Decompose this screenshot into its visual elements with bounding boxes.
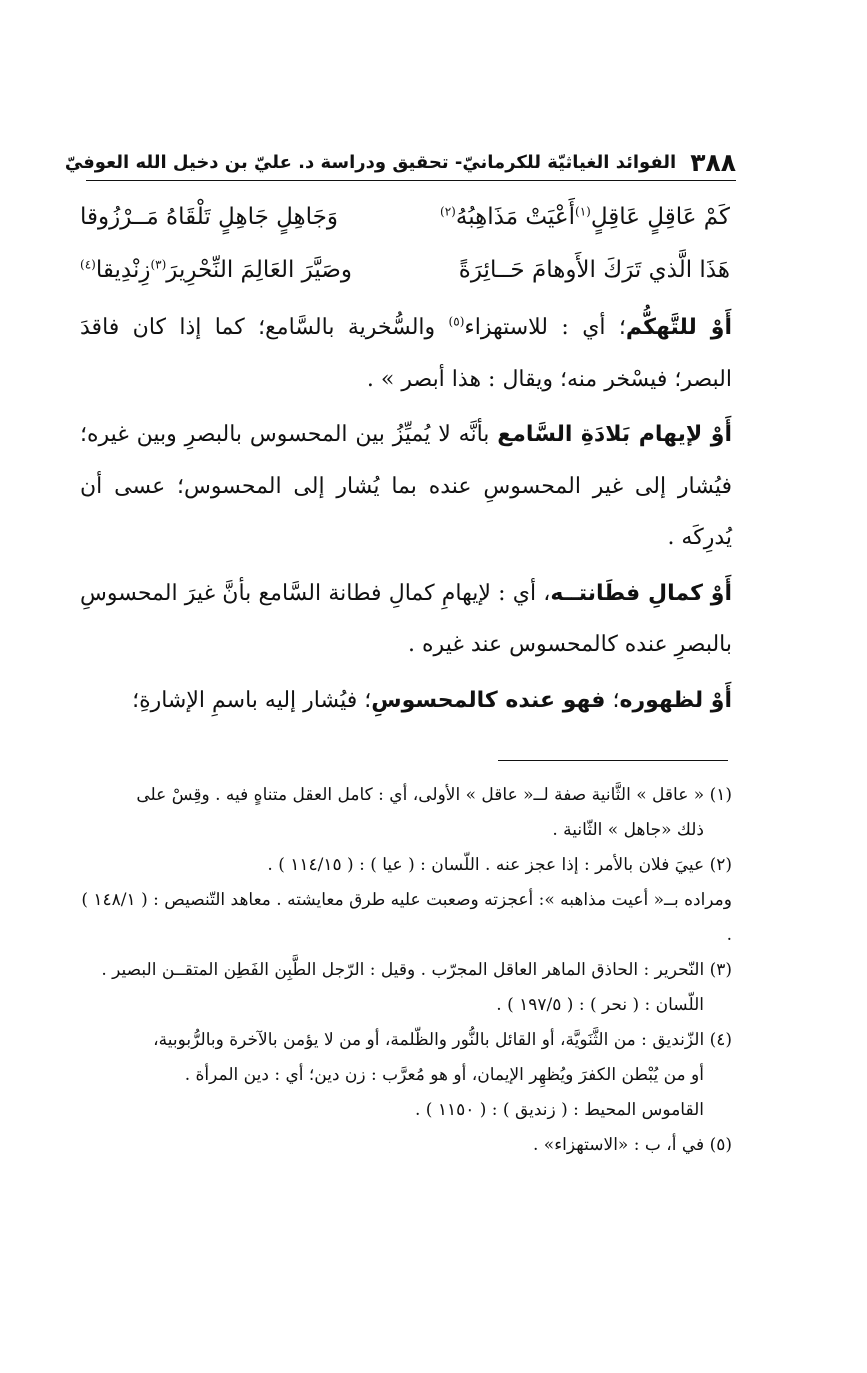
footnote: (٤) الزّنديق : من الثَّنَويَّة، أو القائل بالنُّور والظّلمة، أو من لا يؤمن بالآخرة وبالرُّبوبية، أو من يُبْطن الكفرَ ويُظهِر الإيمان، أو هو مُعرَّب : زن دين؛ أي : دين المرأة . القاموس المحيط : ( زنديق ) : ( ١١٥٠ ) . [153,1030,732,1120]
footnote-number: (٢) [709,855,732,875]
footnote-number: (٤) [709,1030,732,1050]
footnote-ref: (٢) [440,204,456,219]
footnote: (٣) النّحرير : الحاذق الماهر العاقل المجرّب . وقيل : الرّجل الطَّبِن الفَطِن المتقــن البصير . اللّسان : ( نحر ) : ( ١٩٧/٥ ) . [101,960,732,1015]
verse-line [80,248,730,292]
paragraph: أَوْ لإيهام بَلادَةِ السَّامع بأنَّه لا يُميِّزُ بين المحسوس بالبصرِ وبين غيره؛ فيُشار إلى غير المحسوسِ عنده بما يُشار إلى المحسوس؛ عسى أن يُدرِكَه . [80,422,732,550]
footnote: (٢) عييَ فلان بالأمر : إذا عجز عنه . اللّسان : ( عيا ) : ( ١١٤/١٥ ) . [267,855,732,875]
paragraph: أَوْ للتَّهكُّم؛ أي : للاستهزاء$^{(٥)}$ والسُّخرية بالسَّامع؛ كما إذا كان فاقدَ البصر؛ فيسْخر منه؛ ويقال : هذا أبصر » . [80,314,732,392]
footnote-continuation: ومراده بــ« أعيت مذاهبه »: أعجزته وصعبت عليه طرق معايشته . معاهد التّنصيص : ( ١٤٨/١ ) . [81,890,732,945]
footnote-number: (٥) [709,1135,732,1155]
footnote: (١) « عاقل » الثَّانية صفة لــ« عاقل » الأولى، أي : كامل العقل متناهٍ فيه . وقِسْ على ذلك «جاهل » الثّانية . [136,785,732,840]
bold-term: أَوْ لظهوره [619,687,732,713]
verse-hemistich-second: وصَيَّرَ العَالِمَ النِّحْرِيرَ$^{(٣)}$زِنْدِيقا$^{(٤)}$ [80,257,352,283]
footnote-ref: (٣) [150,257,167,272]
page-header [64,140,736,178]
footnote-number: (٣) [709,960,732,980]
footnote-ref: (٤) [80,257,96,272]
bold-term: أَوْ لإيهام بَلادَةِ السَّامع [497,422,732,447]
running-title: الفوائد الغياثيّة للكرمانيّ- تحقيق ودراسة د. عليّ بن دخيل الله العوفيّ [64,152,677,173]
footnote-number: (١) [709,785,732,805]
header-rule [86,180,736,181]
footnote-ref: (١) [575,204,591,219]
bold-term: فهو عنده كالمحسوسِ [371,687,606,713]
page-number: ٣٨٨ [690,148,736,177]
verse-hemistich-second: وَجَاهِلٍ جَاهِلٍ تَلْقَاهُ مَــرْزُوقا [80,204,338,230]
paragraph: أَوْ لظهوره؛ فهو عنده كالمحسوسِ؛ فيُشار إليه باسمِ الإشارةِ؛ [132,687,732,713]
bold-term: أَوْ للتَّهكُّم [625,315,732,340]
bold-term: أَوْ كمالِ فطَانتــه [550,580,732,606]
verse-hemistich-first: كَمْ عَاقِلٍ عَاقِلٍ$^{(١)}$أَعْيَتْ مَذَاهِبُهُ$^{(٢)}$ [440,204,730,230]
body-text [80,302,732,726]
footnote: (٥) في أ، ب : «الاستهزاء» . [532,1135,732,1155]
paragraph: أَوْ كمالِ فطَانتــه، أي : لإيهامِ كمالِ فطانة السَّامع بأنَّ غيرَ المحسوسِ بالبصرِ عنده كالمحسوس عند غيره . [80,580,732,657]
verse-line [80,195,730,239]
footnote-separator [498,760,728,761]
verse-hemistich-first: هَذَا الَّذي تَرَكَ الأَوهامَ حَــائِرَةً [458,257,730,283]
footnotes [76,778,732,1163]
footnote-ref: (٥) [448,314,465,329]
